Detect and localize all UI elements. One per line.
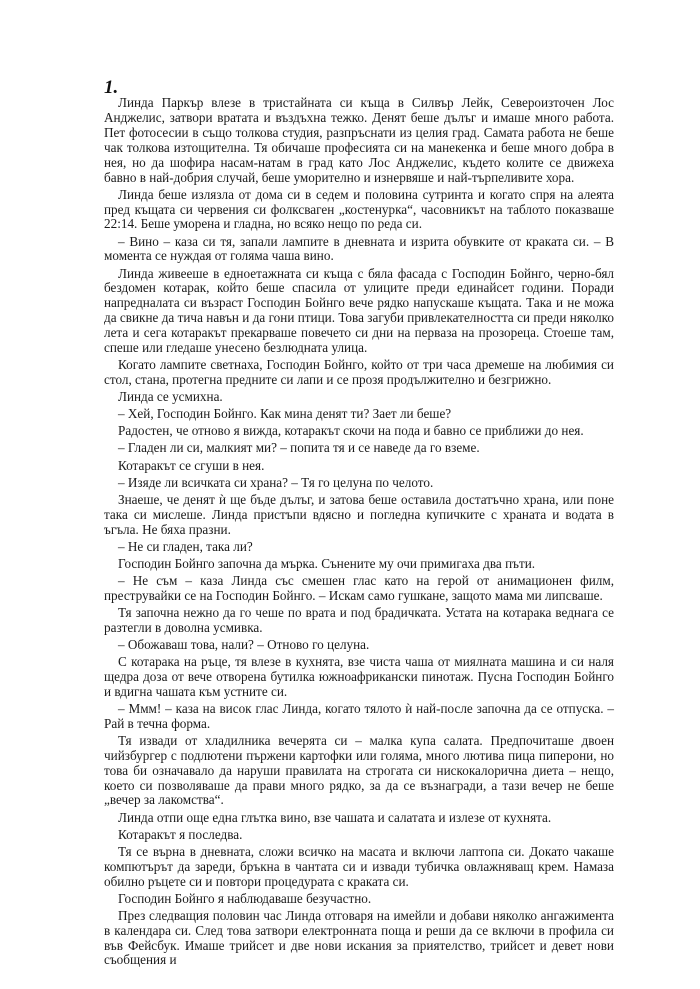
paragraph: Тя се върна в дневната, сложи всичко на масата и включи лаптопа си. Докато чакаше компютърът да зареди, бръкна в чантата си и извади тубичка овлажняващ крем. Намаза обилно ръцете си и повтори процедурата с краката си. <box>104 843 614 889</box>
paragraph: Линда живееше в едноетажната си къща с бяла фасада с Господин Бойнго, черно-бял бездомен котарак, който беше спасила от улиците преди единайсет години. Поради напредналата си възраст Господин Бойнго вече рядко напускаше къщата. Така и не можа да свикне да тича навън и да гони птици. Това загуби привлекателността си преди няколко лета и сега котаракът прекарваше повечето си дни на первaза на прозореца. Стоеше там, спеше или гледаше унесено безлюдната улица. <box>104 265 614 356</box>
paragraph: Линда Паркър влезе в тристайната си къща в Силвър Лейк, Североизточен Лос Анджелис, затвори вратата и въздъхна тежко. Денят беше дълъг и имаше много работа. Пет фотосесии в също толкова студия, разпръснати из целия град. Самата работа не беше чак толкова изтощителна. Тя обичаше професията си на манекенка и беше много добра в нея, но да шофира насам-натам в град като Лос Анджелис, където колите се движеха бавно в най-добрия случай, беше уморително и изнервяше и най-търпеливите хора. <box>104 95 614 185</box>
dialog-line: – Изяде ли всичката си храна? – Тя го целуна по челото. <box>118 474 434 490</box>
dialog-line: – Вино – каза си тя, запали лампите в дневната и изрита обувките от краката си. – В момента се нуждая от голяма чаша вино. <box>104 233 614 264</box>
dialog-line: – Не съм – каза Линда със смешен глас като на герой от анимационен филм, преструвайки се на Господин Бойнго. – Искам само гушкане, защото мама ми липсваше. <box>104 572 614 603</box>
paragraph: През следващия половин час Линда отговаря на имейли и добави няколко ангажимента в календара си. След това затвори електронната поща и реши да се включи в профила си във Фейсбук. Имаше трийсет и две нови искания за приятелство, трийсет и девет нови съобщения и <box>104 907 614 968</box>
paragraph: Линда отпи още една глътка вино, взе чашата и салатата и излезе от кухнята. <box>118 809 552 825</box>
paragraph: Господин Бойнго я наблюдаваше безучастно. <box>118 890 372 906</box>
paragraph: Знаеше, че денят ѝ ще бъде дълъг, и затова беше оставила достатъчно храна, или поне така си мислеше. Линда пристъпи вдясно и погледна купичките с храната и водата в ъгъла. Не бяха празни. <box>104 491 614 537</box>
paragraph: Тя извади от хладилника вечерята си – малка купа салата. Предпочиташе двоен чийзбургер с подлютени пържени картофки или голяма, много лютива пица пиперони, но това би означавало да наруши правилата на строгата си нискокалорична диета – нещо, което си позволяваше да прави много рядко, за да се възнагради, а тази вечер не беше „вечер за лакомства“. <box>104 732 614 808</box>
paragraph: Когато лампите светнаха, Господин Бойнго, който от три часа дремеше на любимия си стол, стана, протегна предните си лапи и се прозя продължително и безгрижно. <box>104 357 614 388</box>
dialog-line: – Ммм! – каза на висок глас Линда, когато тялото ѝ най-после започна да се отпуска. – Рай в течна форма. <box>104 700 614 731</box>
paragraph: Котаракът се сгуши в нея. <box>118 457 265 473</box>
dialog-line: – Гладен ли си, малкият ми? – попита тя и се наведе да го вземе. <box>118 440 480 456</box>
paragraph: Господин Бойнго започна да мърка. Сънените му очи примигаха два пъти. <box>118 555 536 571</box>
paragraph: Тя започна нежно да го чеше по врата и под брадичката. Устата на котарака веднага се разтегли в доволна усмивка. <box>104 604 614 635</box>
paragraph: С котарака на ръце, тя влезе в кухнята, взе чиста чаша от миялната машина и си наля щедра доза от вече отворена бутилка южноафрикански пинотаж. Пусна Господин Бойнго и вдигна чашата към устните си. <box>104 653 614 699</box>
dialog-line: – Хей, Господин Бойнго. Как мина денят ти? Зает ли беше? <box>118 406 452 422</box>
paragraph: Котаракът я последва. <box>118 826 243 842</box>
dialog-line: – Не си гладен, така ли? <box>118 538 253 554</box>
chapter-heading: 1. <box>104 77 119 98</box>
paragraph: Линда беше излязла от дома си в седем и половина сутринта и когато спря на алеята пред къщата си червения си фолксваген „костенурка“, часовникът на таблото показваше 22:14. Беше уморена и гладна, но всяко нещо по реда си. <box>104 186 614 232</box>
paragraph: Линда се усмихна. <box>118 389 223 405</box>
paragraph: Радостен, че отново я вижда, котаракът скочи на пода и бавно се приближи до нея. <box>118 423 584 439</box>
chapter-body <box>104 96 614 971</box>
dialog-line: – Обожаваш това, нали? – Отново го целуна. <box>118 636 370 652</box>
